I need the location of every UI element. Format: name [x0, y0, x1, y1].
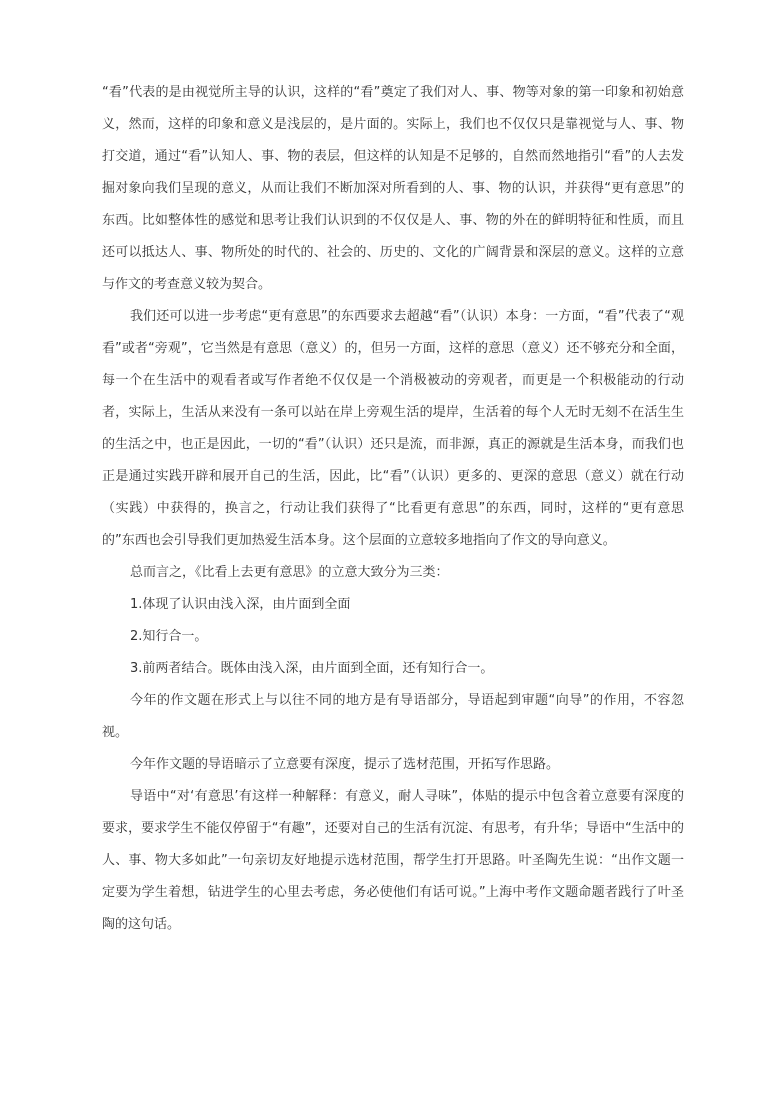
list-item: 3.前两者结合。既体由浅入深，由片面到全面，还有知行合一。 [130, 661, 494, 676]
paragraph: 今年作文题的导语暗示了立意要有深度，提示了选材范围，开拓写作思路。 [130, 757, 560, 772]
list-item: 2.知行合一。 [130, 629, 208, 644]
document-body [102, 77, 684, 941]
list-item: 1.体现了认识由浅入深，由片面到全面 [130, 597, 351, 612]
paragraph: 今年的作文题在形式上与以往不同的地方是有导语部分，导语起到审题“向导”的作用，不容忽视。 [102, 693, 684, 740]
paragraph: 导语中“对‘有意思’有这样一种解释：有意义，耐人寻味”，体贴的提示中包含着立意要有深度的要求，要求学生不能仅停留于“有趣”，还要对自己的生活有沉淀、有思考，有升华；导语中“生活中的人、事、物大多如此”一句亲切友好地提示选材范围，帮学生打开思路。叶圣陶先生说：“出作文题一定要为学生着想，钻进学生的心里去考虑，务必使他们有话可说。”上海中考作文题命题者践行了叶圣陶的这句话。 [102, 789, 684, 932]
paragraph: “看”代表的是由视觉所主导的认识，这样的“看”奠定了我们对人、事、物等对象的第一印象和初始意义，然而，这样的印象和意义是浅层的，是片面的。实际上，我们也不仅仅只是靠视觉与人、事、物打交道，通过“看”认知人、事、物的表层，但这样的认知是不足够的，自然而然地指引“看”的人去发掘对象向我们呈现的意义，从而让我们不断加深对所看到的人、事、物的认识，并获得“更有意思”的东西。比如整体性的感觉和思考让我们认识到的不仅仅是人、事、物的外在的鲜明特征和性质，而且还可以抵达人、事、物所处的时代的、社会的、历史的、文化的广阔背景和深层的意义。这样的立意与作文的考查意义较为契合。 [102, 85, 684, 292]
paragraph: 我们还可以进一步考虑“更有意思”的东西要求去超越“看”（认识）本身：一方面，“看”代表了“观看”或者“旁观”，它当然是有意思（意义）的，但另一方面，这样的意思（意义）还不够充分和全面，每一个在生活中的观看者或写作者绝不仅仅是一个消极被动的旁观者，而更是一个积极能动的行动者，实际上，生活从来没有一条可以站在岸上旁观生活的堤岸，生活着的每个人无时无刻不在活生生的生活之中，也正是因此，一切的“看”（认识）还只是流，而非源，真正的源就是生活本身，而我们也正是通过实践开辟和展开自己的生活，因此，比“看”（认识）更多的、更深的意思（意义）就在行动（实践）中获得的，换言之，行动让我们获得了“比看更有意思”的东西，同时，这样的“更有意思的”东西也会引导我们更加热爱生活本身。这个层面的立意较多地指向了作文的导向意义。 [102, 309, 684, 548]
paragraph: 总而言之，《比看上去更有意思》的立意大致分为三类： [130, 565, 449, 580]
